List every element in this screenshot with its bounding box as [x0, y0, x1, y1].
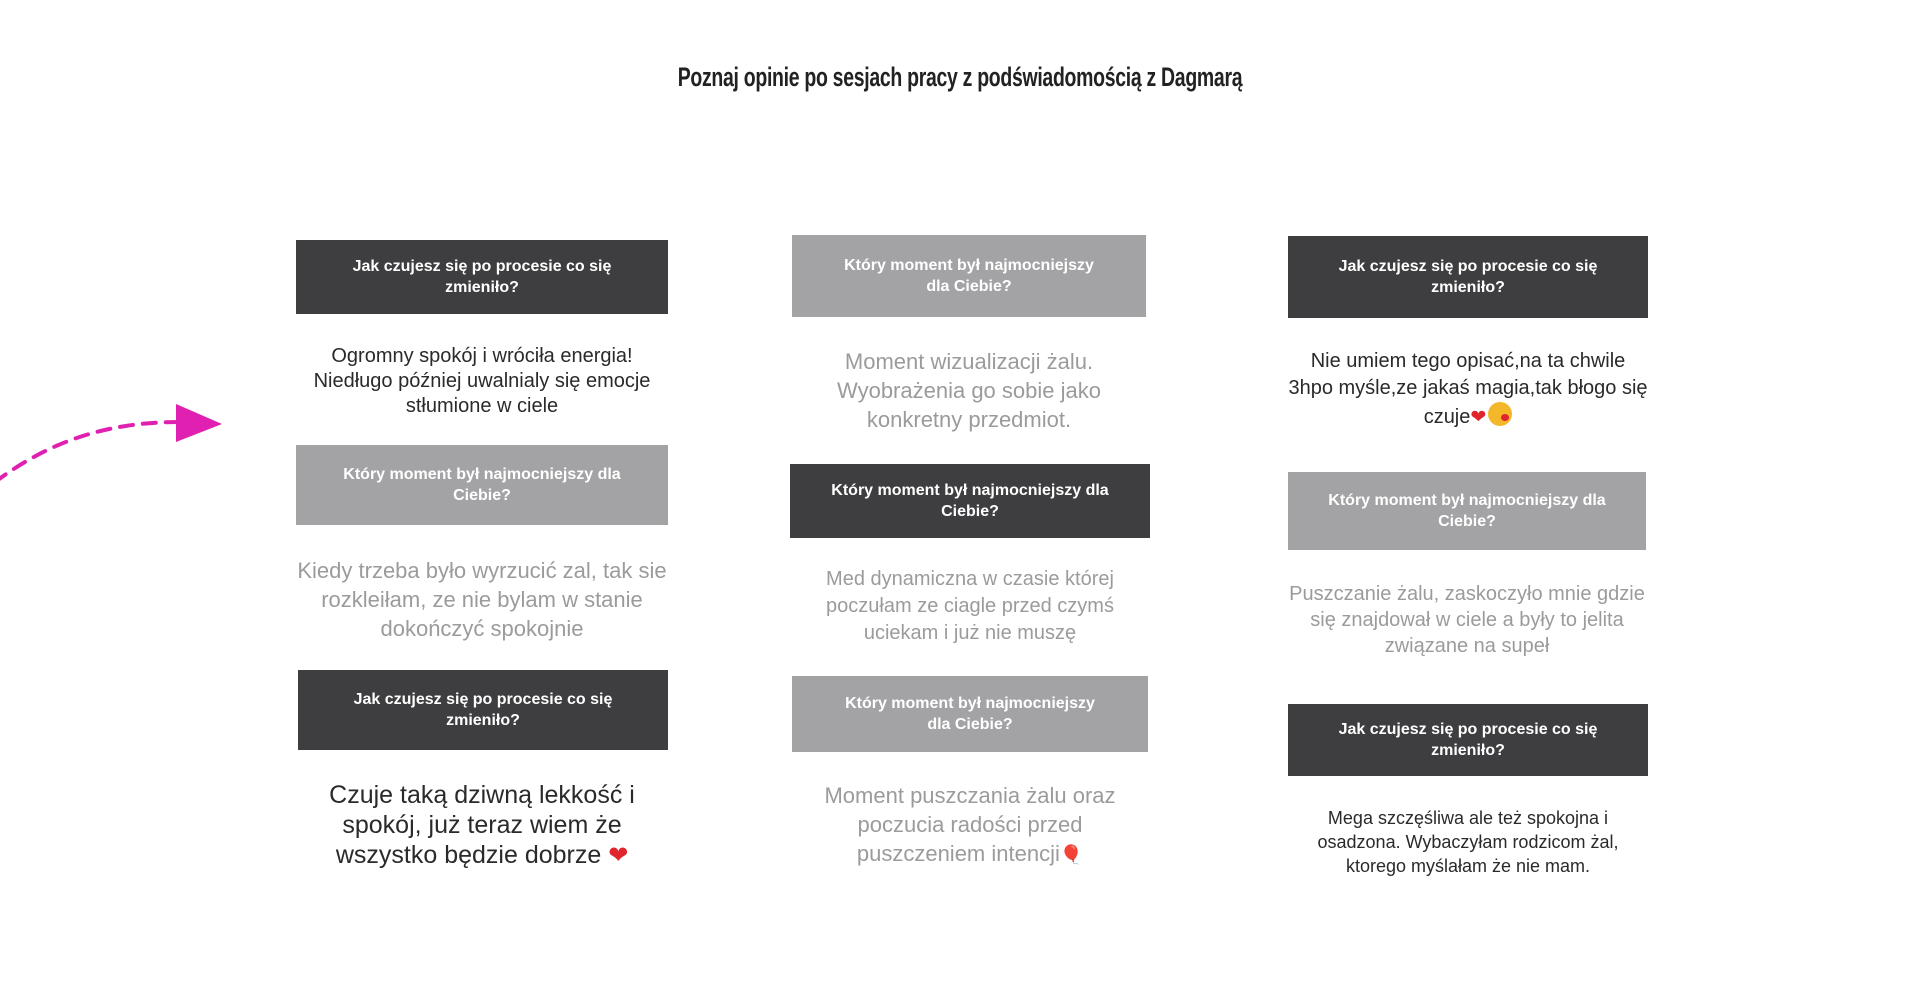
kiss-emoji-icon — [1488, 402, 1512, 426]
question-header: Który moment był najmocniejszy dla Ciebie? — [1288, 472, 1646, 550]
review-answer: Moment wizualizacji żalu. Wyobrażenia go sobie jako konkretny przedmiot. — [837, 349, 1101, 432]
question-header: Który moment był najmocniejszy dla Ciebie? — [296, 445, 668, 525]
question-header: Jak czujesz się po procesie co się zmieniło? — [1288, 704, 1648, 776]
heart-icon: ❤ — [608, 842, 629, 869]
review-answer: Kiedy trzeba było wyrzucić zal, tak sie rozkleiłam, ze nie bylam w stanie dokończyć spokojnie — [297, 558, 667, 641]
review-answer — [296, 780, 668, 871]
page-title: Poznaj opinie po sesjach pracy z podświadomością z Dagmarą — [677, 62, 1243, 92]
question-header: Który moment był najmocniejszy dla Ciebie? — [792, 676, 1148, 752]
review-answer: Med dynamiczna w czasie której poczułam ze ciagle przed czymś uciekam i już nie muszę — [826, 568, 1114, 644]
question-header: Który moment był najmocniejszy dla Ciebie? — [792, 235, 1146, 317]
review-answer-text: Czuje taką dziwną lekkość i spokój, już teraz wiem że wszystko będzie dobrze — [329, 781, 635, 869]
review-answer — [792, 781, 1148, 869]
question-header: Jak czujesz się po procesie co się zmieniło? — [1288, 236, 1648, 318]
balloon-icon: 🎈 — [1059, 844, 1084, 865]
question-header: Który moment był najmocniejszy dla Ciebie? — [790, 464, 1150, 538]
review-answer-text: Nie umiem tego opisać,na ta chwile 3hpo myśle,ze jakaś magia,tak błogo się czuje — [1288, 350, 1648, 428]
review-answer: Mega szczęśliwa ale też spokojna i osadzona. Wybaczyłam rodzicom żal, ktorego myślałam że nie mam. — [1317, 808, 1619, 876]
heart-icon: ❤ — [1470, 407, 1487, 428]
review-answer-text: Moment puszczania żalu oraz poczucia radości przed puszczeniem intencji — [824, 783, 1116, 866]
review-answer: Ogromny spokój i wróciła energia! Niedługo później uwalnialy się emocje stłumione w ciele — [313, 345, 651, 417]
question-header: Jak czujesz się po procesie co się zmieniło? — [298, 670, 668, 750]
question-header: Jak czujesz się po procesie co się zmieniło? — [296, 240, 668, 314]
dashed-arrow-icon — [0, 390, 240, 490]
review-answer: Puszczanie żalu, zaskoczyło mnie gdzie się znajdował w ciele a były to jelita związane na supeł — [1289, 583, 1645, 657]
review-answer — [1288, 348, 1648, 431]
